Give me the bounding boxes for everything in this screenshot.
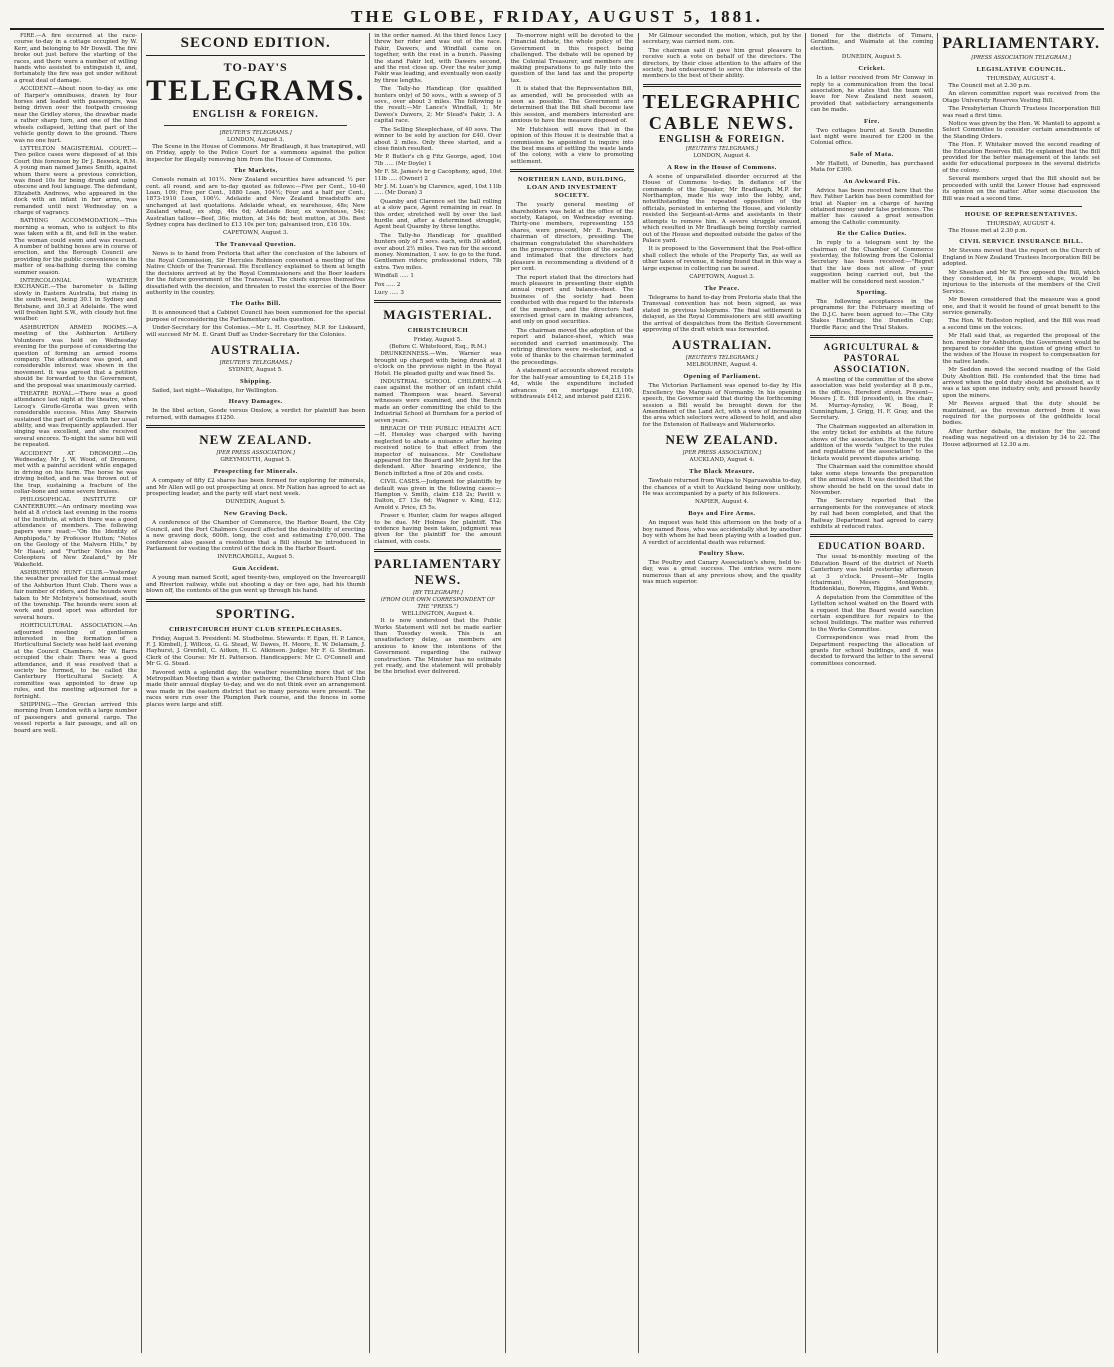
credit-line: [REUTER'S TELEGRAMS.] [685, 355, 758, 362]
dateline: DUNEDIN, August 5. [841, 54, 902, 61]
article-paragraph: In a letter received from Mr Conway in reply to a communication from the local association, he states that the team will leave for New Zealand next season, provided that satisfactory arrangements can be made. [810, 75, 934, 114]
masthead-title: THE GLOBE, FRIDAY, AUGUST 5, 1881. [351, 7, 763, 26]
article-paragraph: HORTICULTURAL ASSOCIATION.—An adjourned meeting of gentlemen interested in the formation of a Horticultural Society was held last evening at the Council Chambers. Mr W. Barrs occupied the chair. There was a good attendance, and it was resolved that a society be formed, to be called the Canterbury Horticultural Society. A committee was appointed to draw up rules, and the meeting adjourned for a fortnight. [14, 623, 138, 700]
divider [374, 300, 501, 303]
article-paragraph: It is now understood that the Public Works Statement will not be made earlier than Tuesday week. This is an unsatisfactory delay, as members are anxious to know the intentions of the Government regarding the railway construction. The Minister has no estimate yet ready, and the statement will probably be the briefest ever delivered. [374, 618, 502, 676]
article-paragraph: The yearly general meeting of shareholders was held at the office of the society, Kaiapoi, on Wednesday evening. Thirty-one members, representing 155 shares, were present, Mr E. Parsham, chairman of directors, presiding. The chairman congratulated the shareholders on the prosperous condition of the society, and intimated that the directors had pleasure in recommending a dividend of 8 per cent. [510, 202, 634, 273]
article-paragraph: Under-Secretary for the Colonies.—Mr L. H. Courtney, M.P. for Liskeard, will succeed Mr M. E. Grant Duff as Under-Secretary for the Colonies. [146, 325, 366, 338]
section-subheading: HOUSE OF REPRESENTATIVES. [964, 210, 1078, 218]
article-paragraph: The Tally-ho Handicap (for qualified hunters only) of 50 sovs., with a sweep of 5 sovs., over about 3 miles. The following is the result:—Mr Lance's Windfall, 1; Mr Dawes's Dawers, 2; Mr Stead's Fakir, 3. A capital race. [374, 86, 502, 125]
article-paragraph: The Chairman said the committee should take some steps towards the preparation of the annual show. It was decided that the show should be held on the usual date in November. [810, 464, 934, 496]
section-subheading: LEGISLATIVE COUNCIL. [976, 66, 1066, 73]
section-subheading: Heavy Damages. [228, 398, 283, 406]
masthead [10, 6, 1104, 30]
section-subheading: CHRISTCHURCH [407, 327, 469, 335]
section-subheading: The Transvaal Question. [215, 241, 297, 249]
dateline: NAPIER, August 4. [695, 499, 749, 506]
section-subheading: Re the Calico Duties. [837, 230, 907, 238]
divider [510, 169, 633, 172]
article-paragraph: It is stated that the Representation Bill, as amended, will be proceeded with as soon as possible. The Government are determined that the Bill shall become law this session, and members interested are anxious to have the measure disposed of. [510, 86, 634, 125]
column-2 [142, 33, 370, 1353]
section-subheading: New Graving Dock. [223, 510, 288, 518]
article-paragraph: The Presbyterian Church Trustees Incorporation Bill was read a first time. [942, 106, 1100, 119]
article-paragraph: ASHBURTON ARMED ROOMS.—A meeting of the Ashburton Artillery Volunteers was held on Wednesday evening for the purpose of considering the question of forming an armed rooms company. The attendance was good, and considerable interest was shown in the movement. It was agreed that a petition should be forwarded to the Government, and the proposal was unanimously carried. [14, 324, 138, 389]
article-paragraph: FIRE.—A fire occurred at the race-course to-day in a cottage occupied by W. Kerr, and belonging to Mr Dowell. The fire broke out just before the starting of the races, and there were a number of willing hands who assisted to extinguish it, and, fortunately the fire was got under without a great deal of damage. [14, 33, 138, 84]
section-subheading: An Awkward Fix. [843, 177, 901, 185]
article-paragraph: ACCIDENT.—About noon to-day as one of Harper's omnibuses, drawn by four horses and loaded with passengers, was being driven over the footpath crossing near the Gridley stores, the drawbar made a rather sharp turn, and one of the hind wheels collapsed, letting that part of the vehicle gently down to the ground. There was no one hurt. [14, 86, 138, 144]
dateline: (Before C. Whitefoord, Esq., R.M.) [389, 344, 487, 351]
dateline: LONDON, August 4. [693, 152, 751, 159]
column-container [10, 33, 1104, 1353]
telegrams-heading: TELEGRAMS. [146, 74, 366, 107]
dateline: AUCKLAND, August 4. [689, 457, 755, 464]
article-paragraph: BATHING ACCOMMODATION.—This morning a woman, who is subject to fits was taken with a fit, and fell in the water. The woman could swim and was rescued. A number of bathing boxes are in course of erection, and the Borough Council are providing for the public convenience in the matter of sea-bathing during the coming summer season. [14, 218, 138, 276]
section-subheading: Prospecting for Minerals. [213, 468, 298, 476]
article-paragraph: It is proposed to the Government that the Post-office shall collect the whole of the Property Tax, as well as other taxes of revenue, it being found that in this way a large expense in collecting can be saved. [642, 246, 802, 272]
sporting-heading: SPORTING. [215, 605, 296, 621]
article-paragraph: DRUNKENNESS.—Wm. Warner was brought up charged with being drunk at 8 o'clock on the previous night in the Royal Hotel. He pleaded guilty and was fined 5s. [374, 351, 502, 377]
dateline: Friday, August 5. [413, 337, 463, 344]
credit-line: [REUTER'S TELEGRAMS.] [219, 130, 292, 136]
australia-heading: AUSTRALIA. [210, 341, 301, 357]
article-paragraph: in the order named. At the third fence Lucy threw her rider and was out of the race. Fakir, Dawers, and Windfall came on together, with the rest in a bunch. Passing the stand Fakir led, with Dawers second, and the rest close up. Over the water jump Fakir was leading, and eventually won easily by three lengths. [374, 33, 502, 84]
article-paragraph: Mr Bowen considered that the measure was a good one, and that it would be found of great benefit to the service generally. [942, 297, 1100, 316]
divider [164, 125, 347, 126]
second-edition-heading: SECOND EDITION. [146, 35, 365, 56]
new-zealand-heading: NEW ZEALAND. [665, 432, 779, 448]
race-result-line: Mr J. M. Luan's bg Clarence, aged, 10st 11lb ..... (Mr Doran) 3 [374, 183, 502, 197]
article-paragraph: It is announced that a Cabinet Council has been summoned for the special purpose of reconsidering the Parliamentary oaths question. [146, 310, 366, 323]
article-paragraph: tioned for the districts of Timaru, Geraldine, and Waimate at the coming election. [810, 33, 934, 52]
article-paragraph: Correspondence was read from the Department respecting the allocation of grants for school buildings, and it was decided to forward the letter to the several committees concerned. [810, 635, 934, 667]
section-subheading: Gun Accident. [232, 565, 280, 573]
race-result-line: Lucy ..... 3 [374, 290, 404, 297]
section-subheading: The Peace. [704, 284, 740, 292]
article-paragraph: Mr Reeves argued that the duty should be maintained, as the revenue derived from it was required for the purposes of the goldfields local bodies. [942, 401, 1100, 427]
article-paragraph: The Selling Steeplechase, of 40 sovs. The winner to be sold by auction for £40. Over about 2 miles. Only three started, and a close finish resulted. [374, 126, 502, 152]
dateline: LONDON, August 3. [226, 137, 285, 143]
article-paragraph: A deputation from the Committee of the Lyttelton school waited on the Board with a request that the Board would sanction certain expenditure for repairs to the school buildings. The matter was referred to the Works Committee. [810, 594, 934, 633]
article-paragraph: INTERCOLONIAL WEATHER EXCHANGE.—The barometer is falling slowly in Eastern Australia, but rising in the south-west, being 30.1 in Sydney and Brisbane, and 30.3 at Adelaide. The wind will freshen light S.W., with cloudy but fine weather. [14, 278, 138, 323]
article-paragraph: News is to hand from Pretoria that after the conclusion of the labours of the Royal Commission, Sir Hercules Robinson convened a meeting of the Native Chiefs of the Transvaal. His Excellency explained to them at length the decisions arrived at by the Royal Commissioners and the Boer leaders for the future government of the Transvaal. The chiefs express themselves dissatisfied with the decision, and threaten to resist the exercise of the Boer authority in the country. [146, 251, 366, 296]
divider [960, 206, 1082, 207]
article-paragraph: The following acceptances in the programme for the February meeting of the D.J.C. have been agreed to:—The City Stakes Handicap; the Dunedin Cup; Hurdle Race; and the Trial Stakes. [810, 298, 934, 331]
article-paragraph: THEATRE ROYAL.—There was a good attendance last night at the theatre, when Lecoq's Girofle-Girofla was given with considerable success. Miss Amy Sherwin sustained the part of Girofle with her usual ability, and was frequently applauded. Her singing was excellent, and she received several encores. To-night the same bill will be repeated. [14, 390, 138, 449]
section-subheading: Poultry Show. [698, 550, 745, 558]
english-foreign-heading: ENGLISH & FOREIGN. [658, 133, 785, 145]
article-paragraph: The Council met at 2.30 p.m. [948, 83, 1031, 89]
article-paragraph: Mr Stevens moved that the report on the Church of England in New Zealand Trustees Incorporation Bill be adopted. [942, 248, 1100, 268]
article-paragraph: Quamby and Clarence set the ball rolling at a slow pace, Agent remaining in rear. In this order, stretched well by over the last hurdle and, after a determined struggle, Agent beat Quamby by three lengths. [374, 198, 502, 231]
article-paragraph: ASHBURTON HUNT CLUB.—Yesterday the weather prevailed for the annual meet of the Ashburton Hunt Club. There was a fair number of riders, and the hounds were taken to Mr McIntyre's homestead, south of the township. The hounds were soon at work and good sport was afforded for several hours. [14, 569, 138, 621]
article-paragraph: After further debate, the motion for the second reading was negatived on a division by 34 to 22. The House adjourned at 12.30 a.m. [942, 428, 1100, 448]
article-paragraph: The Poultry and Canary Association's show, held to-day, was a great success. The entries were more numerous than at any previous show, and the quality was much superior. [642, 560, 802, 586]
education-board-heading: EDUCATION BOARD. [818, 541, 926, 552]
section-subheading: Shipping. [239, 377, 272, 385]
race-result-line: Mr P. Butler's ch g Fitz George, aged, 10st 7lb ..... (Mr Doyle) 1 [374, 154, 502, 167]
article-paragraph: A meeting of the committee of the above association was held yesterday at 8 p.m., in the offices, Hereford street. Present—Messrs J. E. Hill (president), in the chair, M. Murray-Aynsley, W. Boag, P. Cunningham, J. Grigg, H. F. Gray, and the Secretary. [810, 377, 934, 422]
article-paragraph: Mr Hallett, of Dunedin, has purchased Mata for £300. [810, 160, 934, 174]
article-paragraph: ACCIDENT AT DROMORE.—On Wednesday, Mr J. W. Wood, of Dromore, met with a painful accident while engaged in driving on his farm. The horse he was driving bolted, and he was thrown out of the trap, sustaining a fracture of the collar-bone and some severe bruises. [14, 450, 138, 496]
parliamentary-news-heading: PARLIAMENTARY NEWS. [374, 556, 502, 588]
race-result-line: Fox ..... 2 [374, 281, 401, 288]
article-paragraph: The chairman moved the adoption of the report and balance-sheet, which was seconded and carried unanimously. The retiring directors were re-elected, and a vote of thanks to the chairman terminated the proceedings. [510, 327, 634, 366]
article-paragraph: LYTTELTON MAGISTERIAL COURT.—Two police cases were disposed of at this Court this forenoon by Dr J. Beswick, R.M. A young man named James Smith, against whom there were a previous conviction, was fined 10s for being drunk and using obscene and foul language. The defendant, Elizabeth Andrews, who appeared in the dock with an infant in her arms, was remanded until next Wednesday on a charge of vagrancy. [14, 145, 138, 216]
column-6 [806, 33, 938, 1353]
cable-news-heading: CABLE NEWS. [648, 112, 795, 133]
todays-heading: TO-DAY'S [223, 60, 288, 74]
article-paragraph: The House met at 2.30 p.m. [948, 227, 1028, 234]
magisterial-heading: MAGISTERIAL. [383, 307, 493, 323]
article-paragraph: A statement of accounts showed receipts for the half-year amounting to £4,218 11s 4d, while the expenditure included advances on mortgage £3,100, withdrawals £412, and interest paid £216. [510, 368, 634, 400]
section-subheading: Fire. [863, 117, 880, 125]
article-paragraph: Mr Sheehan and Mr W. Fox opposed the Bill, which they considered, in its present shape, would be injurious to the interests of the members of the Civil Service. [942, 269, 1100, 295]
credit-line: [PER PRESS ASSOCIATION.] [682, 450, 762, 457]
article-paragraph: INDUSTRIAL SCHOOL CHILDREN.—A case against the mother of an infant child named Thompson was heard. Several witnesses were examined, and the Bench made an order committing the child to the Industrial School at Burnham for a period of seven years. [374, 379, 502, 424]
article-paragraph: The chairman said it gave him great pleasure to receive such a vote on behalf of the directors. The directors, by their close attention to the affairs of the society, had endeavoured to serve the interests of the members to the best of their ability. [642, 47, 802, 80]
article-paragraph: The Tally-ho Handicap for qualified hunters only of 5 sovs. each, with 30 added, over about 2½ miles. Two ran for the second money. Nomination, 1 sov. to go to the fund. Gentlemen riders; professional riders, 7lb extra. Two miles. [374, 232, 502, 271]
parliamentary-heading: PARLIAMENTARY. [942, 35, 1100, 52]
new-zealand-heading: NEW ZEALAND. [199, 432, 313, 448]
divider [643, 84, 802, 87]
australian-heading: AUSTRALIAN. [671, 337, 773, 353]
column-1 [10, 33, 142, 1353]
section-subheading: Opening of Parliament. [683, 373, 761, 381]
section-subheading: Boys and Fire Arms. [688, 510, 756, 518]
article-paragraph: The Chairman suggested an alteration in the entry ticket for exhibits at the future shows of the association. He thought the addition of the words "subject to the rules and regulations of the association" to the tickets would prevent disputes arising. [810, 423, 934, 462]
article-paragraph: Tawhaio returned from Waipa to Ngaruawahia to-day, the chances of a visit to Auckland being now unlikely. He was accompanied by a party of his followers. [642, 478, 802, 498]
article-paragraph: The usual bi-monthly meeting of the Education Board of the district of North Canterbury was held yesterday afternoon at 3 o'clock. Present—Mr Inglis (chairman), Messrs Montgomery, Ruddenklau, Bowron, Higgins, and Webb. [810, 554, 934, 593]
credit-line: [REUTER'S TELEGRAMS.] [685, 145, 758, 152]
dateline: THURSDAY, AUGUST 4. [986, 76, 1056, 82]
article-paragraph: An eleven committee report was received from the Otago University Reserves Vesting Bill. [942, 91, 1100, 104]
article-paragraph: A company of fifty £2 shares has been formed for exploring for minerals, and Mr Allen will go out prospecting at once. Mr Nation has agreed to act as prospecting leader, and the party will start next week. [146, 478, 366, 497]
article-paragraph: Two cottages burnt at South Dunedin last night were insured for £200 in the Colonial office. [810, 127, 934, 147]
dateline: SYDNEY, August 5. [228, 366, 283, 373]
divider [810, 335, 933, 338]
dateline: INVERCARGILL, August 5. [217, 554, 295, 561]
section-subheading: NORTHERN LAND, BUILDING, LOAN AND INVESTMENT SOCIETY. [517, 176, 627, 200]
agricultural-heading: AGRICULTURAL & PASTORAL ASSOCIATION. [823, 342, 921, 374]
article-paragraph: An inquest was held this afternoon on the body of a boy named Ross, who was accidentally shot by another boy with whom he had been playing with a loaded gun. A verdict of accidental death was returned. [642, 520, 802, 546]
credit-line: [REUTER'S TELEGRAMS.] [219, 359, 292, 366]
article-paragraph: Sailed, last night—Wakatipu, for Wellington. [152, 387, 278, 394]
article-paragraph: PHILOSOPHICAL INSTITUTE OF CANTERBURY.—An ordinary meeting was held at 8 o'clock last evening in the rooms of the Institute, at which there was a good attendance of members. The following papers were read:—"On the Identity of Amphipoda," by Professor Hutton; "Notes on the Geology of the Malvern Hills," by Mr Haast; and "Further Notes on the Coleoptera of New Zealand," by Mr Wakefield. [14, 497, 138, 568]
article-paragraph: Consols remain at 101½. New Zealand securities have advanced ½ per cent. all round, and are to-day quoted as follows:—Five per Cent., 10-40 Loan, 109; Five per Cent., 1880 Loan, 104½; Four and a half per Cent., 1873-1910 Loan, 106½. Adelaide and New Zealand breadstuffs are unchanged at last quotations. Adelaide wheat, ex warehouse, 48s; New Zealand wheat, ex ship, 46s 6d; Adelaide flour, ex warehouse, 54s; Australian tallow—Beef, 36s; mutton, at 34s 6d; best mutton, at 30s. Best Sydney copra has declined to £13 10s per ton; galvanised iron, £16 10s. [146, 177, 366, 229]
article-paragraph: Favored with a splendid day, the weather resembling more that of the Metropolitan Meeting than a winter gathering, the Christchurch Hunt Club made their annual display to-day, and we do not think ever an arrangement was made in the eastern district that so many persons were present. The races were run over the Plumpton Park course, and the fences in some places were large and stiff. [146, 669, 366, 708]
article-paragraph: Mr Gilmour seconded the motion, which, put by the secretary, was carried nem. con. [642, 33, 802, 46]
dateline: MELBOURNE, August 4. [686, 362, 758, 369]
column-4 [506, 33, 638, 1353]
article-paragraph: CIVIL CASES.—Judgment for plaintiffs by default was given in the following cases:—Hampton v. Smith, claim £18 2s; Pavitt v. Dalton, £7 13s 6d; Wagner v. King, £12; Arnold v. Price, £5 5s. [374, 479, 502, 511]
article-paragraph: The Victorian Parliament was opened to-day by His Excellency the Marquis of Normanby. In his opening speech, the Governor said that during the forthcoming session a Bill would be brought down for the Amendment of the Land Act, with a view of increasing the area which selectors were allowed to hold, and also for the Extension of Railways and Waterworks. [642, 383, 802, 428]
dateline: GREYMOUTH, August 5. [220, 457, 292, 464]
credit-line: [PRESS ASSOCIATION TELEGRAM.] [971, 55, 1072, 61]
section-subheading: Cricket. [858, 65, 886, 73]
article-paragraph: A young man named Scott, aged twenty-two, employed on the Invercargill and Riverton railway, while out shooting a day or two ago, had his thumb blown off, the contents of the gun went up through his hand. [146, 575, 366, 595]
column-7 [938, 33, 1104, 1353]
section-subheading: The Markets. [233, 167, 278, 175]
article-paragraph: Telegrams to hand to-day from Pretoria state that the Transvaal convention has not been signed, as was stated in previous telegrams. The final settlement is delayed, as the Royal Commissioners are still awaiting the arrival of despatches from the British Government approving of the draft which was forwarded. [642, 294, 802, 333]
article-paragraph: Advice has been received here that the Rev. Father Larkin has been committed for trial at Napier on a charge of having obtained money under false pretences. The matter has caused a great sensation among the Catholic community. [810, 187, 934, 226]
dateline: WELLINGTON, August 4. [401, 611, 475, 618]
article-paragraph: Friday, August 5. President: M. Studholme. Stewards: F. Egan, H. P. Lance, F. J. Kimbell, J. Willcox, G. G. Stead, W. Dawes, H. Moore, E. W. Delamain, J. Hayhurst, J. Grenfell, C. Aitken, H. C. Atkinson. Judge: Mr F. G. Stedman. Clerk of the Course: Mr H. Patterson. Handicappers: Mr C. O'Connell and Mr G. G. Stead. [146, 635, 366, 668]
section-subheading: The Black Measure. [689, 468, 755, 476]
article-paragraph: Several members urged that the Bill should not be proceeded with until the Lower House had expressed its opinion on the matter. After some discussion the Bill was read a second time. [942, 176, 1100, 202]
credit-line: (FROM OUR OWN CORRESPONDENT OF THE "PRESS.") [380, 597, 495, 611]
section-subheading: A Row in the House of Commons. [667, 163, 777, 171]
article-paragraph: In the libel action, Goode versus Onslow, a verdict for plaintiff has been returned, with damages £1250. [146, 408, 366, 421]
english-foreign-heading: ENGLISH & FOREIGN. [192, 109, 319, 120]
section-subheading: CIVIL SERVICE INSURANCE BILL. [959, 238, 1084, 246]
article-paragraph: The Hon. W. Rolleston replied, and the Bill was read a second time on the voices. [942, 318, 1100, 331]
divider [374, 549, 501, 552]
divider [146, 599, 365, 602]
article-paragraph: Fraser v. Hunter, claim for wages alleged to be due. Mr Holmes for plaintiff. The evidence having been taken, judgment was given for the plaintiff for the amount claimed, with costs. [374, 513, 502, 545]
telegraphic-heading: TELEGRAPHIC [642, 90, 802, 113]
article-paragraph: Mr Hutchison will move that in the opinion of this House it is desirable that a commission be appointed to inquire into the best means of settling the waste lands of the colony, with a view to promoting settlement. [510, 126, 634, 165]
article-paragraph: The report stated that the directors had much pleasure in presenting their eighth annual report and balance-sheet. The business of the society had been conducted with due regard to the interests of the members, and the directors had exercised great care in making advances, and only on good securities. [510, 274, 634, 326]
article-paragraph: The Scene in the House of Commons. Mr Bradlaugh, it has transpired, will on Friday, apply to the Police Court for a summons against the police inspector for illegally removing him from the House of Commons. [146, 144, 366, 163]
article-paragraph: Mr Hall said that, as regarded the proposal of the hon. member for Ashburton, the Government would be prepared to consider the question of giving effect to the wishes of the House in respect to compensation for the native lands. [942, 333, 1100, 365]
section-subheading: Sporting. [856, 288, 888, 296]
article-paragraph: The Secretary reported that the arrangements for the conveyance of stock by rail had been completed, and that the Railway Department had agreed to carry exhibits at reduced rates. [810, 498, 934, 530]
article-paragraph: To-morrow night will be devoted to the Financial debate, the whole policy of the Government in this respect being challenged. The debate will be opened by the Colonial Treasurer, and members are making preparations to go fully into the question of the land tax and the property tax. [510, 33, 634, 84]
dateline: CAPETOWN, August 3. [222, 230, 289, 237]
dateline: THURSDAY, AUGUST 4. [986, 220, 1056, 227]
race-result-line: Mr F. St. James's br g Cacophony, aged, 10st 11lb ..... (Owner) 2 [374, 169, 502, 182]
dateline: CAPETOWN, August 3. [689, 273, 755, 280]
article-paragraph: Mr Seddon moved the second reading of the Gold Duty Abolition Bill. He contended that the time had arrived when the gold duty should be abolished, as it was a tax upon one industry only, and pressed heavily upon the miners. [942, 367, 1100, 399]
dateline: DUNEDIN, August 5. [225, 499, 286, 506]
article-paragraph: The Hon. F. Whitaker moved the second reading of the Education Reserves Bill. He explained that the Bill provided for the better management of the lands set aside for educational purposes in the several districts of the colony. [942, 142, 1100, 174]
article-paragraph: A scene of unparalleled disorder occurred at the House of Commons to-day. In defiance of the commands of the Speaker, Mr Bradlaugh, M.P. for Northampton, made his way into the lobby, and, notwithstanding the repeated opposition of the officials, persisted in entering the House, and violently resisted the Serjeant-at-Arms and assistants in their attempts to remove him. A severe struggle ensued, which resulted in Mr Bradlaugh being forcibly carried out of the House and deposited outside the gates of the Palace yard. [642, 173, 802, 244]
divider [146, 425, 365, 428]
section-subheading: CHRISTCHURCH HUNT CLUB STEEPLECHASES. [169, 625, 343, 633]
race-result-line: Windfall ..... 1 [374, 273, 414, 280]
article-paragraph: SHIPPING.—The Grecian arrived this morning from London with a large number of passengers and general cargo. The vessel reports a fair passage, and all on board are well. [14, 702, 138, 734]
credit-line: [BY TELEGRAPH.] [412, 590, 463, 597]
column-3 [370, 33, 506, 1353]
section-subheading: Sale of Mata. [850, 150, 894, 158]
article-paragraph: A conference of the Chamber of Commerce, the Harbor Board, the City Council, and the Port Chalmers Council affected the desirability of erecting a new graving dock, 600ft. long, the cost and estimating £70,000. The conference also passed a resolution that a Bill should be introduced in Parliament for vesting the control of the dock in the Harbor Board. [146, 520, 366, 552]
article-paragraph: BREACH OF THE PUBLIC HEALTH ACT.—H. Hensley was charged with having neglected to abate a nuisance after having received notice to that effect from the inspector of nuisances. Mr Cowlishaw appeared for the Board and Mr Joynt for the defendant. After hearing evidence, the Bench inflicted a fine of 20s and costs. [374, 425, 502, 477]
credit-line: [PER PRESS ASSOCIATION.] [216, 450, 295, 457]
column-5 [639, 33, 807, 1353]
article-paragraph: Notice was given by the Hon. W. Mantell to appoint a Select Committee to consider certain amendments of the Standing Orders. [942, 121, 1100, 140]
section-subheading: The Oaths Bill. [230, 300, 281, 308]
article-paragraph: In reply to a telegram sent by the chairman of the Chamber of Commerce yesterday, the following from the Colonial Secretary has been received:—"Regret that the law does not allow of your suggestion being carried out, but the matter will be considered next session." [810, 240, 934, 285]
divider [810, 534, 933, 537]
